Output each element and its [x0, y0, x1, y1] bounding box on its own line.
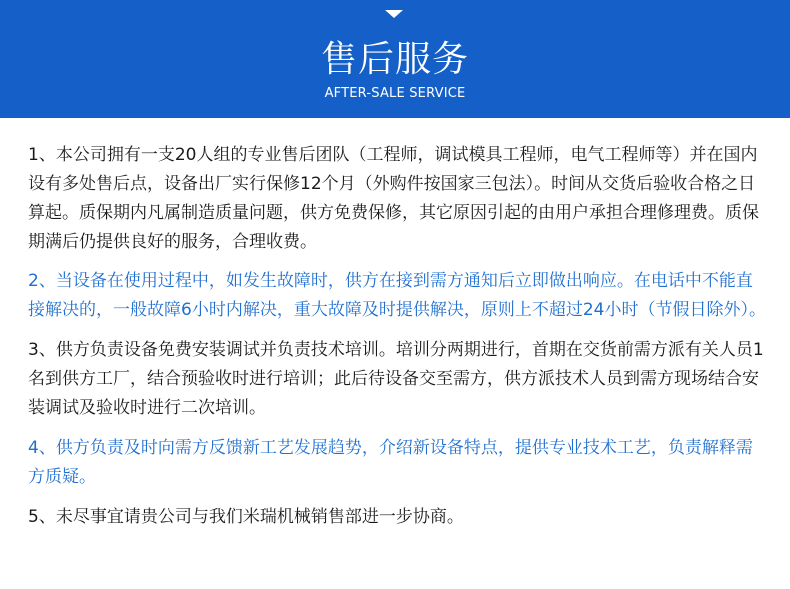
- page-subtitle: AFTER-SALE SERVICE: [324, 86, 466, 101]
- term-paragraph-5: 5、未尽事宜请贵公司与我们米瑞机械销售部进一步协商。: [28, 507, 464, 527]
- term-paragraph-3: 3、供方负责设备免费安装调试并负责技术培训。培训分两期进行，首期在交货前需方派有关人员1名到供方工厂，结合预验收时进行培训；此后待设备交至需方，供方派技术人员到需方现场结合安装调试及验收时进行二次培训。: [28, 340, 764, 418]
- term-paragraph-2: 2、当设备在使用过程中，如发生故障时，供方在接到需方通知后立即做出响应。在电话中不能直接解决的，一般故障6小时内解决，重大故障及时提供解决，原则上不超过24小时（节假日除外）。: [28, 271, 766, 320]
- notch-triangle: [385, 10, 403, 18]
- term-paragraph-1: 1、本公司拥有一支20人组的专业售后团队（工程师，调试模具工程师，电气工程师等）并在国内设有多处售后点，设备出厂实行保修12个月（外购件按国家三包法）。时间从交货后验收合格之日算起。质保期内凡属制造质量问题，供方免费保修，其它原因引起的由用户承担合理修理费。质保期满后仍提供良好的服务，合理收费。: [28, 145, 759, 252]
- header-banner: [0, 0, 790, 118]
- service-terms: [28, 141, 768, 532]
- term-paragraph-4: 4、供方负责及时向需方反馈新工艺发展趋势，介绍新设备特点，提供专业技术工艺，负责解释需方质疑。: [28, 438, 753, 487]
- page-title: 售后服务: [320, 39, 469, 80]
